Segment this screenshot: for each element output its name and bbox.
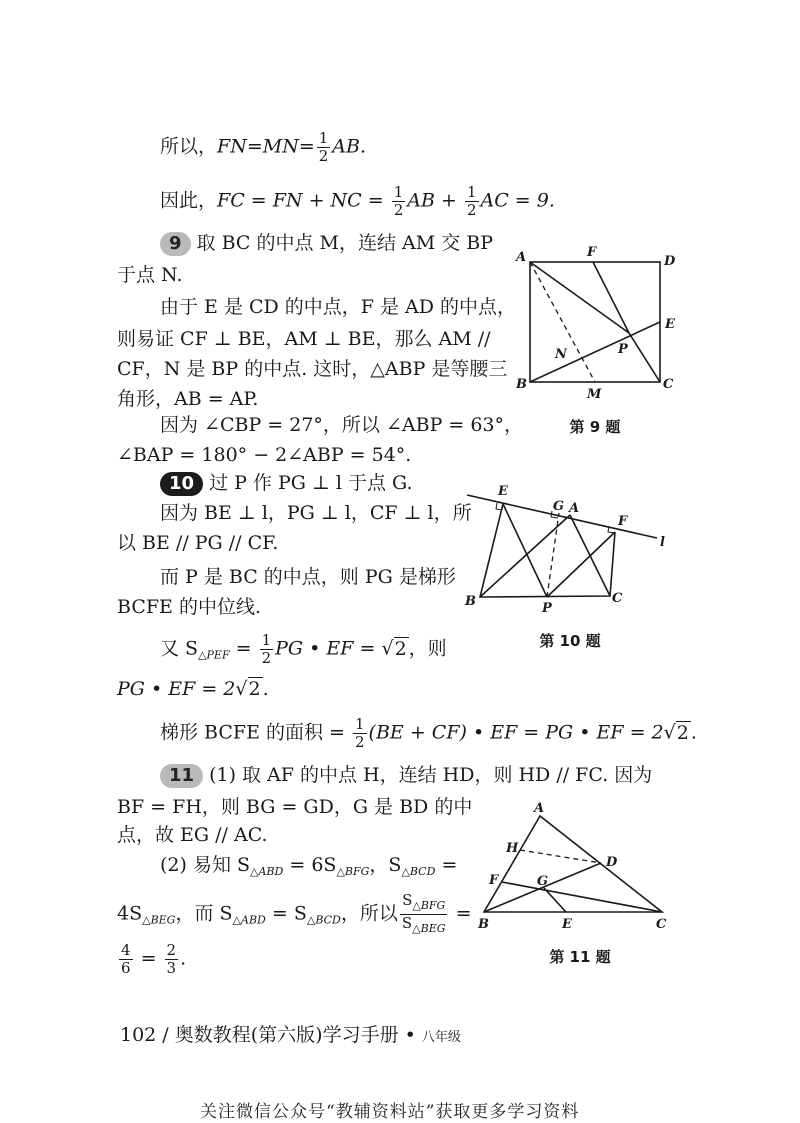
p9-line8: ∠BAP = 180° − 2∠ABP = 54°. [117,444,412,466]
label-e: E [665,317,675,332]
p10-line4: 而 P 是 BC 的中点，则 PG 是梯形 [160,566,456,588]
p11-line6: $\frac{4}{6}$ = $\frac{2}{3}$ . [121,941,187,977]
label-b: B [465,594,476,609]
label-a: A [569,501,580,516]
fraction: $\frac{1}{2}$ [261,631,272,667]
label-h: H [506,841,519,856]
p10-line8: 梯形 BCFE 的面积 = $\frac{1}{2}$ (BE + CF) • EF = PG • EF = 2√2 . [160,715,697,751]
label-g: G [537,874,549,889]
segment-hd-dashed [520,850,601,863]
segment-am-dashed [530,262,595,382]
line-so: 所以，FN=MN= $\frac{1}{2}$ AB. [160,129,367,165]
p11-line1: 11 (1) 取 AF 的中点 H，连结 HD，则 HD // FC. 因为 [160,762,652,788]
fraction: $\frac{1}{2}$ [318,129,329,165]
triangle-abc [484,816,662,912]
label-e: E [498,484,508,499]
p10-line5: BCFE 的中位线. [117,596,261,618]
p11-line4: (2) 易知 $S_{\triangle ABD} = 6S_{\triangle BFG}$，$S_{\triangle BCD}$ = [160,854,458,878]
label-f: F [489,873,499,888]
segment-ap [530,262,629,333]
line-therefore: 因此，FC = FN + NC = $\frac{1}{2}$ AB + $\frac{1}{2}$ AC = 9. [160,183,555,219]
label-a: A [534,801,545,816]
fraction: $\frac{1}{2}$ [466,183,477,219]
p11-line3: 点，故 EG // AC. [117,824,268,846]
watermark-text: 关注微信公众号“教辅资料站”获取更多学习资料 [200,1102,580,1122]
p9-line4: 则易证 CF ⊥ BE，AM ⊥ BE，那么 AM // [117,328,491,350]
label-m: M [587,387,602,400]
label-d: D [606,855,618,870]
problem-11-badge: 11 [160,764,203,788]
label-f: F [587,245,597,260]
page-number: 102 / [120,1024,175,1046]
label-c: C [656,917,667,932]
segment-fc [502,882,662,912]
p10-line2: 因为 BE ⊥ l，PG ⊥ l，CF ⊥ l，所 [160,502,472,524]
grade-label: 八年级 [421,1030,461,1045]
p11-line2: BF = FH，则 BG = GD，G 是 BD 的中 [117,796,473,818]
fraction: $\frac{1}{2}$ [354,715,365,751]
p11-line5: $4S_{\triangle BEG}$，而 $S_{\triangle ABD} = S_{\triangle BCD}$，所以 $\frac{S_{\triangle BFG}}{S_{\triangle BEG}}$ = [117,891,472,935]
label-c: C [612,591,623,606]
segment-fc-part [593,262,629,333]
figure-10-diagram [455,480,685,620]
figure-11-caption: 第 11 题 [549,948,611,966]
label-n: N [555,347,567,362]
fraction: $\frac{S_{\triangle BFG}}{S_{\triangle BEG}}$ [401,891,446,935]
figure-11-diagram [470,800,690,935]
label-b: B [478,917,489,932]
label-f: F [618,514,628,529]
p10-line3: 以 BE // PG // CF. [117,532,279,554]
label-g: G [553,499,565,514]
figure-10-caption: 第 10 题 [539,632,601,650]
segment-ep [503,504,547,597]
p9-line2: 于点 N. [117,264,183,286]
label-d: D [664,254,676,269]
fraction: $\frac{1}{2}$ [393,183,404,219]
figure-9-diagram [505,240,685,400]
segment-ba [480,515,570,597]
p10-line1: 10 过 P 作 PG ⊥ l 于点 G. [160,470,413,496]
label-c: C [663,377,674,392]
fraction: $\frac{4}{6}$ [121,941,131,977]
figure-9-caption: 第 9 题 [569,418,621,436]
book-title: 奥数教程(第六版)学习手册 [174,1024,399,1046]
p9-line1: 9 取 BC 的中点 M，连结 AM 交 BP [160,230,493,256]
label-a: A [516,250,527,265]
p10-line6: 又 $S_{\triangle PEF}$ = $\frac{1}{2}$ PG • EF = √2 ，则 [160,631,447,667]
p9-line5: CF，N 是 BP 的中点. 这时，△ABP 是等腰三 [117,358,508,380]
segment-pg-dashed [547,513,559,597]
label-p: P [618,342,628,357]
problem-9-badge: 9 [160,232,191,256]
label-p: P [542,601,552,616]
p9-line3: 由于 E 是 CD 的中点，F 是 AD 的中点， [160,296,517,318]
segment-pc [629,333,660,382]
page-footer: 102 / 奥数教程(第六版)学习手册 • 八年级 [120,1024,461,1046]
label-l: l [660,535,665,550]
label-b: B [516,377,527,392]
p10-line7: PG • EF = 2√2 . [117,678,269,700]
problem-10-badge: 10 [160,472,203,496]
fraction: $\frac{2}{3}$ [166,941,177,977]
label-e: E [562,917,572,932]
square-abcd [530,262,660,382]
p9-line7: 因为 ∠CBP = 27°，所以 ∠ABP = 63°， [160,414,524,436]
p9-line6: 角形，AB = AP. [117,388,259,410]
